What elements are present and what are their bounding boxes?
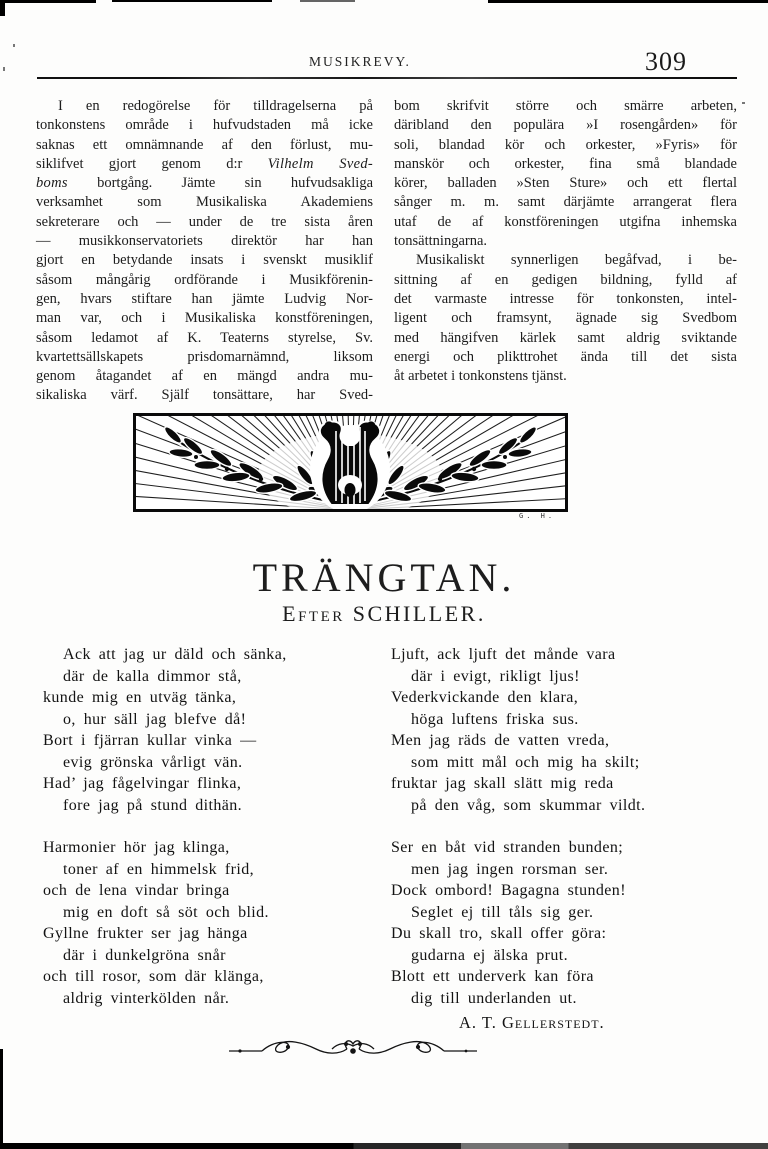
article-line: — musikkonservatoriets direktör har han <box>36 233 373 250</box>
poem-line: o, hur säll jag blefve då! <box>63 710 247 728</box>
poem-line: Ack att jag ur däld och sänka, <box>63 646 287 663</box>
banner-artist-signature: G. H. <box>519 512 556 520</box>
poem-line: evig grönska vårligt vän. <box>63 753 243 771</box>
poem-right-column <box>391 644 645 1033</box>
article-right-column <box>394 97 737 386</box>
article-line <box>36 174 373 193</box>
header-rule <box>37 77 737 79</box>
poem-line: Ljuft, ack ljuft det månde vara <box>391 646 616 663</box>
banner-svg <box>133 413 568 512</box>
article-line: verksamhet som Musikaliska Akademiens <box>36 194 373 211</box>
article-line: soli, blandad kör och orkester, »Fyris» för <box>394 136 737 153</box>
poem-stanza <box>43 644 287 816</box>
flourish-divider-icon <box>228 1036 478 1064</box>
article-line: utaf de af konstföreningen utgifna inhemska <box>394 213 737 230</box>
poem-line: Blott ett underverk kan föra <box>391 968 594 985</box>
article-line: genom åtagandet af en mängd andra mu- <box>36 368 373 385</box>
poem-line: där i dunkelgröna snår <box>63 946 226 964</box>
poem-line: Ser en båt vid stranden bunden; <box>391 839 624 856</box>
article-left-column <box>36 97 373 406</box>
poem-line: där i evigt, rikligt ljus! <box>411 667 580 685</box>
article-line: tonkonstens område i hufvudstaden må icke <box>36 117 373 134</box>
article-line: det varmaste intresse för tonkonsten, intel- <box>394 290 737 307</box>
article-line: däribland den populära »I rosengården» för <box>394 117 737 134</box>
scan-edge-artifact <box>0 1049 3 1149</box>
poem-stanza <box>43 837 287 1009</box>
poem-line: fore jag på stund dithän. <box>63 796 243 814</box>
poem-line: Had’ jag fågelvingar flinka, <box>43 775 242 792</box>
article-line: åt arbetet i tonkonstens tjänst. <box>394 368 567 385</box>
poem-line: mig en doft så söt och blid. <box>63 903 269 921</box>
article-line: manskör och orkester, fina små blandade <box>394 155 737 172</box>
poem-line: Men jag räds de vatten vreda, <box>391 732 610 749</box>
poem-line: kunde mig en utväg tänka, <box>43 689 237 706</box>
article-line: såsom mångårig ordförande i Musikförenin- <box>36 271 373 288</box>
lyre-icon <box>310 421 390 512</box>
article-line: körer, balladen »Sten Sture» och ett flertal <box>394 175 737 192</box>
poem-line: Vederkvickande den klara, <box>391 689 579 706</box>
lyre-laurel-banner-illustration <box>133 413 568 512</box>
poem-line: toner af en himmelsk frid, <box>63 860 255 878</box>
scan-speck <box>13 44 15 47</box>
poem-line: Bort i fjärran kullar vinka — <box>43 732 257 749</box>
article-line: sekreterare och — under de tre sista åren <box>36 213 373 230</box>
scan-edge-artifact <box>0 1143 768 1149</box>
poem-line: på den våg, som skummar vildt. <box>411 796 646 814</box>
poem-line: Harmonier hör jag klinga, <box>43 839 230 856</box>
poem-line: och de lena vindar bringa <box>43 882 230 899</box>
article-text-italic: Vilhelm Sved- <box>267 155 373 172</box>
article-line: man var, och i Musikaliska konstföreningen, <box>36 310 373 327</box>
scan-speck <box>3 67 5 71</box>
article-text: siklifvet gjort genom d:r <box>36 155 268 172</box>
scan-edge-artifact <box>0 0 96 3</box>
article-line: sittning af en gedigen bildning, fylld af <box>394 271 737 288</box>
poem-attribution: A. T. Gellerstedt. <box>459 1013 605 1032</box>
article-line: saknas ett omnämnande af den förlust, mu- <box>36 136 373 153</box>
journal-title: MUSIKREVY. <box>309 54 411 69</box>
poem-stanza <box>391 644 645 816</box>
article-text-italic: boms <box>36 175 68 192</box>
scan-edge-artifact <box>300 0 355 2</box>
poem-line: och till rosor, som där klänga, <box>43 968 264 985</box>
article-line: bom skrifvit större och smärre arbeten, <box>394 98 737 114</box>
article-line: med hängifven kärlek samt aldrig sviktande <box>394 329 737 346</box>
scan-edge-artifact <box>488 0 768 3</box>
article-line: sånger m. m. samt därjämte arrangerat flera <box>394 194 737 211</box>
page-number: 309 <box>645 47 687 76</box>
scan-speck <box>742 102 745 104</box>
article-line: Musikaliskt synnerligen begåfvad, i be- <box>416 252 737 269</box>
poem-line: gudarna ej älska prut. <box>411 946 569 964</box>
poem-line: Dock ombord! Bagagna stunden! <box>391 882 626 899</box>
poem-line: där de kalla dimmor stå, <box>63 667 242 685</box>
poem-line: men jag ingen rorsman ser. <box>411 860 609 878</box>
article-line: kvartettsällskapets prisdomarnämnd, liksom <box>36 348 373 365</box>
poem-line: fruktar jag skall slätt mig reda <box>391 775 614 792</box>
poem-title: TRÄNGTAN. <box>252 555 516 600</box>
poem-line: Gyllne frukter ser jag hänga <box>43 925 248 942</box>
article-line: I en redogörelse för tilldragelserna på <box>58 98 373 114</box>
scan-edge-artifact <box>0 3 5 16</box>
article-line: såsom ledamot af K. Teaterns styrelse, Sv. <box>36 329 373 346</box>
poem-line: aldrig vinterkölden når. <box>63 989 230 1007</box>
poem-line: dig till underlanden ut. <box>411 989 577 1007</box>
article-line: gjort en betydande insats i svenskt musiklif <box>36 252 373 269</box>
poem-line: höga luftens friska sus. <box>411 710 579 728</box>
scan-edge-artifact <box>112 0 272 2</box>
poem-left-column <box>43 644 287 1009</box>
article-line: ligent och framsynt, ägnade sig Svedbom <box>394 310 737 327</box>
article-line: gen, hvars stiftare han jämte Ludvig Nor- <box>36 290 373 307</box>
poem-line: som mitt mål och mig ha skilt; <box>411 753 640 771</box>
poem-subtitle: Efter SCHILLER. <box>282 601 486 626</box>
article-line <box>36 155 373 174</box>
article-line: sikaliska värf. Själf tonsättare, har Sved- <box>36 387 373 404</box>
article-text: bortgång. Jämte sin hufvudsakliga <box>67 175 373 192</box>
poem-line: Du skall tro, skall offer göra: <box>391 925 607 942</box>
poem-stanza <box>391 837 645 1009</box>
article-line: tonsättningarna. <box>394 233 488 250</box>
article-line: energi och plikttrohet ända till det sista <box>394 348 737 365</box>
poem-line: Seglet ej till tåls sig ger. <box>411 903 594 921</box>
